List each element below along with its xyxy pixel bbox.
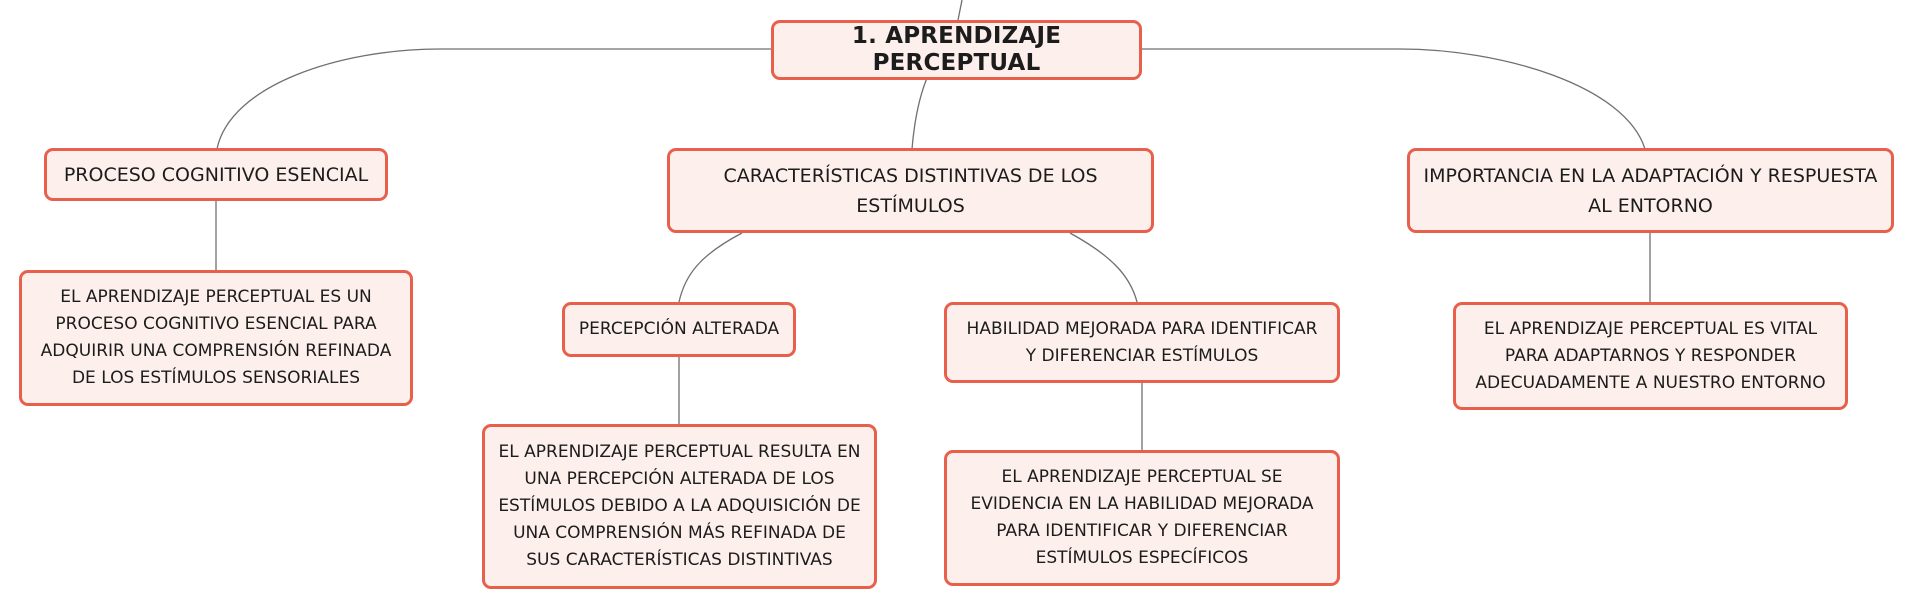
root-node[interactable] xyxy=(771,20,1142,80)
connector-caracteristicas-to-percepcion xyxy=(679,233,742,302)
connector-root-to-proceso xyxy=(217,49,773,149)
connector-parent-to-root xyxy=(958,0,962,20)
subtopic-percepcion-alterada-label: PERCEPCIÓN ALTERADA xyxy=(578,319,780,339)
detail-percepcion-alterada-text: EL APRENDIZAJE PERCEPTUAL RESULTA EN UNA PERCEPCIÓN ALTERADA DE LOS ESTÍMULOS DEBIDO A LA ADQUISICIÓN DE UNA COMPRENSIÓN MÁS REFINADA DE SUS CARACTERÍSTICAS DISTINTIVAS xyxy=(498,442,861,570)
detail-importancia[interactable] xyxy=(1453,302,1848,410)
subtopic-habilidad-mejorada[interactable] xyxy=(944,302,1340,383)
detail-habilidad-mejorada[interactable] xyxy=(944,450,1340,586)
topic-caracteristicas[interactable] xyxy=(667,148,1154,233)
detail-habilidad-mejorada-text: EL APRENDIZAJE PERCEPTUAL SE EVIDENCIA EN LA HABILIDAD MEJORADA PARA IDENTIFICAR Y DIFERENCIAR ESTÍMULOS ESPECÍFICOS xyxy=(970,467,1314,568)
topic-importancia[interactable] xyxy=(1407,148,1894,233)
topic-caracteristicas-label: CARACTERÍSTICAS DISTINTIVAS DE LOS ESTÍMULOS xyxy=(723,164,1098,217)
subtopic-percepcion-alterada[interactable] xyxy=(562,302,796,357)
detail-proceso-cognitivo[interactable] xyxy=(19,270,413,406)
detail-importancia-text: EL APRENDIZAJE PERCEPTUAL ES VITAL PARA ADAPTARNOS Y RESPONDER ADECUADAMENTE A NUESTRO ENTORNO xyxy=(1475,318,1826,393)
subtopic-habilidad-mejorada-label: HABILIDAD MEJORADA PARA IDENTIFICAR Y DIFERENCIAR ESTÍMULOS xyxy=(966,318,1318,366)
root-node-label: 1. APRENDIZAJE PERCEPTUAL xyxy=(851,23,1062,76)
topic-proceso-cognitivo-label: PROCESO COGNITIVO ESENCIAL xyxy=(63,163,369,186)
connector-root-to-importancia xyxy=(1141,49,1645,149)
detail-percepcion-alterada[interactable] xyxy=(482,424,877,589)
connector-root-to-caracteristicas xyxy=(912,78,927,149)
detail-proceso-cognitivo-text: EL APRENDIZAJE PERCEPTUAL ES UN PROCESO COGNITIVO ESENCIAL PARA ADQUIRIR UNA COMPRENSIÓN REFINADA DE LOS ESTÍMULOS SENSORIALES xyxy=(40,287,392,388)
topic-importancia-label: IMPORTANCIA EN LA ADAPTACIÓN Y RESPUESTA AL ENTORNO xyxy=(1423,164,1878,217)
connector-caracteristicas-to-habilidad xyxy=(1070,233,1137,302)
topic-proceso-cognitivo[interactable] xyxy=(44,148,388,201)
